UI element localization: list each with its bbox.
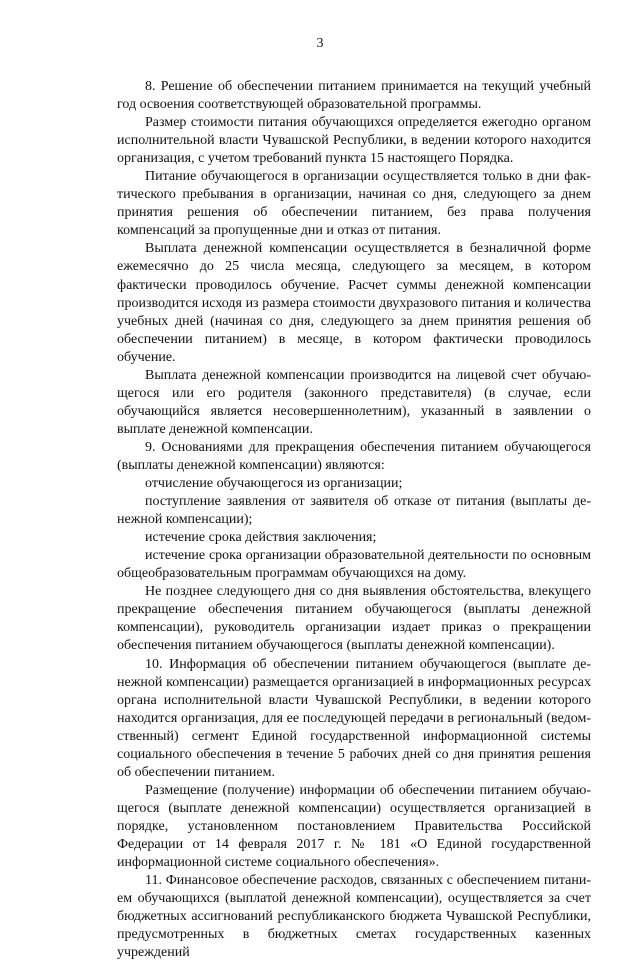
paragraph-8-decision: 8. Решение об обеспечении питанием принимается на текущий учебный год освоения соответствующей образовательной программы. — [117, 79, 591, 113]
document-body — [117, 78, 591, 962]
paragraph-ground-expiry: истечение срока действия заключения; — [145, 530, 377, 546]
paragraph-ground-home-education: истечение срока организации образовательной деятельности по основным общеобразовательным программам обучающихся на дому. — [117, 548, 591, 582]
paragraph-9-grounds: 9. Основаниями для прекращения обеспечения питанием обучающегося (выплаты денежной компенсации) являются: — [117, 439, 591, 473]
paragraph-meal-cost: Размер стоимости питания обучающихся определяется ежегодно органом исполнительной власти Чувашской Республики, в ведении которого находится организация, с учетом требований пункта 15 настоящего Порядка. — [117, 115, 591, 167]
paragraph-11-financing: 11. Финансовое обеспечение расходов, связанных с обеспечением питанием обучающихся (выплатой денежной компенсации), осуществляется за счет бюджетных ассигнований республиканского бюджета Чувашской Республики, предусмотренных в бюджетных сметах государственных казенных учреждений — [117, 873, 591, 961]
paragraph-termination-order: Не позднее следующего дня со дня выявления обстоятельства, влекущего прекращение обеспечения питанием обучающегося (выплаты денежной компенсации), руководитель организации издает приказ о прекращении обеспечения питанием обучающегося (выплаты денежной компенсации). — [117, 584, 591, 654]
paragraph-compensation-payment: Выплата денежной компенсации осуществляется в безналичной форме ежемесячно до 25 числа месяца, следующего за месяцем, в котором фактически проводилось обучение. Расчет суммы денежной компенсации производится исходя из размера стоимости двухразового питания и количества учебных дней (начиная со дня, следующего за днем принятия решения об обеспечении питанием) в месяце, в котором фактически проводилось обучение. — [117, 241, 591, 365]
paragraph-10-information: 10. Информация об обеспечении питанием обучающегося (выплате денежной компенсации) размещается организацией в информационных ресурсах органа исполнительной власти Чувашской Республики, в ведении которого находится организация, для ее последующей передачи в региональный (ведомственный) сегмент Единой государственной информационной системы социального обеспечения в течение 5 рабочих дней со дня принятия решения об обеспечении питанием. — [117, 656, 591, 780]
paragraph-information-placement: Размещение (получение) информации об обеспечении питанием обучающегося (выплате денежной компенсации) осуществляется организацией в порядке, установленном постановлением Правительства Российской Федерации от 14 февраля 2017 г. № 181 «О Единой государственной информационной системе социального обеспечения». — [117, 782, 591, 871]
page-number: 3 — [316, 36, 324, 51]
paragraph-ground-refusal: поступление заявления от заявителя об отказе от питания (выплаты денежной компенсации); — [117, 494, 591, 528]
paragraph-compensation-account: Выплата денежной компенсации производится на лицевой счет обучающегося или его родителя (законного представителя) (в случае, если обучающийся является несовершеннолетним), указанный в заявлении о выплате денежной компенсации. — [117, 367, 591, 437]
paragraph-meal-attendance: Питание обучающегося в организации осуществляется только в дни фактического пребывания в организации, начиная со дня, следующего за днем принятия решения об обеспечении питанием, без права получения компенсаций за пропущенные дни и отказ от питания. — [117, 169, 591, 239]
paragraph-ground-expulsion: отчисление обучающегося из организации; — [145, 476, 403, 492]
